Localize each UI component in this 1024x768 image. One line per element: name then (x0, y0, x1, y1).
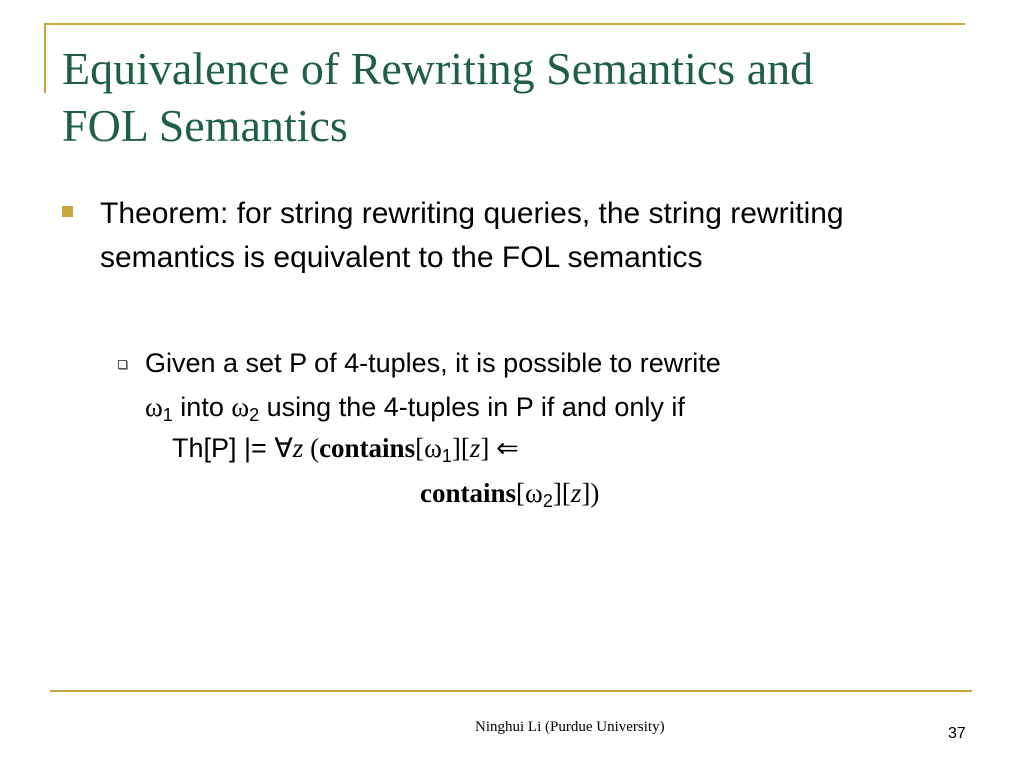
omega-symbol: ω (424, 433, 442, 463)
sub-bullet-line-1: Given a set P of 4-tuples, it is possible to rewrite (145, 348, 721, 378)
subscript-2: 2 (542, 491, 553, 511)
contains-keyword: contains (319, 433, 416, 463)
contains-keyword: contains (420, 478, 517, 508)
using-text: using the 4-tuples in P if and only if (259, 392, 685, 422)
title-line-2: FOL Semantics (62, 100, 348, 151)
subscript-1: 1 (162, 405, 173, 425)
variable-z: z (570, 478, 582, 508)
footer-divider (50, 690, 972, 692)
top-border-line (44, 23, 965, 25)
implied-by-symbol: ⇐ (489, 433, 519, 463)
omega-symbol: ω (145, 392, 163, 422)
variable-z: z (292, 433, 304, 463)
th-p-entails: Th[P] |= (172, 433, 275, 463)
bracket-pair: ][ (451, 433, 470, 463)
sub-bullet-line-2 (145, 392, 685, 426)
omega-symbol: ω (525, 478, 543, 508)
hollow-square-bullet-icon (118, 360, 127, 369)
formula-line-1 (172, 433, 519, 467)
close-bracket-paren: ]) (581, 478, 600, 508)
theorem-bullet-text: Theorem: for string rewriting queries, the string rewriting semantics is equivalent to the FOL semantics (100, 197, 844, 274)
into-text: into (172, 392, 232, 422)
formula-line-2 (420, 478, 599, 512)
left-bracket: [ (415, 433, 425, 463)
slide-title (62, 40, 962, 154)
footer-author: Ninghui Li (Purdue University) (475, 719, 665, 735)
subscript-2: 2 (249, 405, 260, 425)
bracket-pair: ][ (552, 478, 571, 508)
forall-symbol: ∀ (274, 433, 293, 463)
square-bullet-icon (62, 206, 73, 217)
right-bracket: ] (480, 433, 490, 463)
subscript-1: 1 (441, 446, 452, 466)
open-paren: ( (303, 433, 320, 463)
page-number: 37 (948, 725, 966, 742)
left-bracket: [ (516, 478, 526, 508)
variable-z: z (469, 433, 481, 463)
left-border-line (44, 23, 46, 93)
omega-symbol: ω (231, 392, 250, 422)
title-line-1: Equivalence of Rewriting Semantics and (62, 43, 814, 94)
